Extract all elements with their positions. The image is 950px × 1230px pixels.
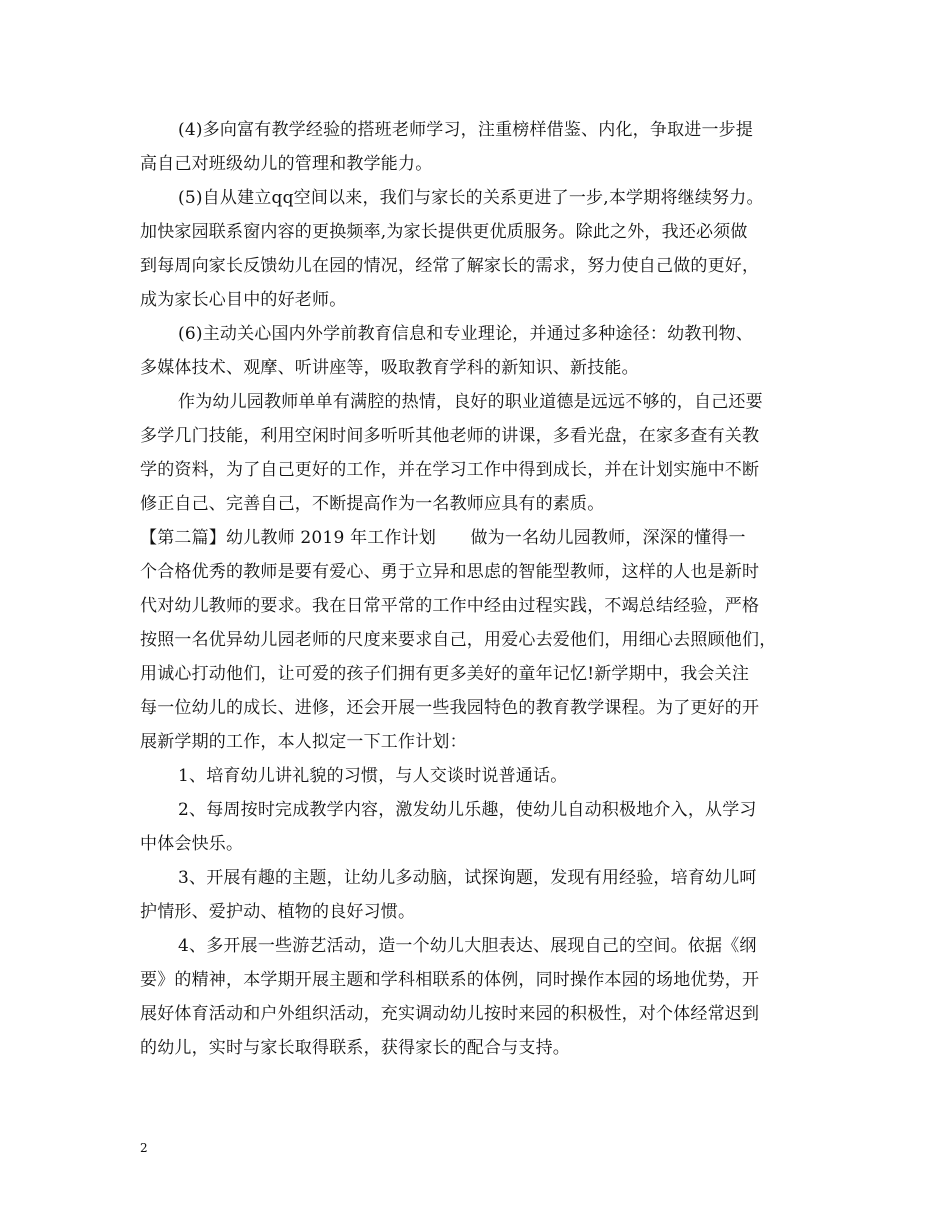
paragraph-line: 多媒体技术、观摩、听讲座等，吸取教育学科的新知识、新技能。: [140, 358, 639, 378]
page-number: 2: [140, 1141, 148, 1155]
paragraph-line: 每一位幼儿的成长、进修，还会开展一些我园特色的教育教学课程。为了更好的开: [140, 698, 760, 718]
paragraph-line: 作为幼儿园教师单单有满腔的热情，良好的职业道德是远远不够的，自己还要: [178, 392, 763, 412]
paragraph-line: 到每周向家长反馈幼儿在园的情况，经常了解家长的需求，努力使自己做的更好，: [140, 256, 760, 276]
paragraph-line: 高自己对班级幼儿的管理和教学能力。: [140, 154, 433, 174]
paragraph-line: 护情形、爱护动、植物的良好习惯。: [140, 902, 416, 922]
paragraph-line: 2、每周按时完成教学内容，激发幼儿乐趣，使幼儿自动积极地介入，从学习: [178, 800, 757, 820]
paragraph-line: 个合格优秀的教师是要有爱心、勇于立异和思虑的智能型教师，这样的人也是新时: [140, 562, 760, 582]
paragraph-line: (4)多向富有教学经验的搭班老师学习，注重榜样借鉴、内化，争取进一步提: [178, 120, 754, 140]
paragraph-line: 3、开展有趣的主题，让幼儿多动脑，试探询题，发现有用经验，培育幼儿呵: [178, 868, 757, 888]
paragraph-line: 1、培育幼儿讲礼貌的习惯，与人交谈时说普通话。: [178, 766, 568, 786]
paragraph-line: 中体会快乐。: [140, 834, 244, 854]
paragraph-line: 修正自己、完善自己，不断提高作为一名教师应具有的素质。: [140, 494, 605, 514]
paragraph-line: 代对幼儿教师的要求。我在日常平常的工作中经由过程实践，不竭总结经验，严格: [140, 596, 760, 616]
paragraph-line: 4、多开展一些游艺活动，造一个幼儿大胆表达、展现自己的空间。依据《纲: [178, 936, 757, 956]
paragraph-line: 成为家长心目中的好老师。: [140, 290, 347, 310]
paragraph-line: 学的资料，为了自己更好的工作，并在学习工作中得到成长，并在计划实施中不断: [140, 460, 760, 480]
paragraph-line: 展好体育活动和户外组织活动，充实调动幼儿按时来园的积极性，对个体经常迟到: [140, 1004, 760, 1024]
paragraph-line: 用诚心打动他们，让可爱的孩子们拥有更多美好的童年记忆!新学期中，我会关注: [140, 664, 750, 684]
paragraph-line: 加快家园联系窗内容的更换频率,为家长提供更优质服务。除此之外，我还必须做: [140, 222, 748, 242]
paragraph-line: 按照一名优异幼儿园老师的尺度来要求自己，用爱心去爱他们，用细心去照顾他们，: [140, 630, 777, 650]
paragraph-line: (5)自从建立qq空间以来，我们与家长的关系更进了一步,本学期将继续努力。: [178, 188, 764, 208]
section-heading-line: 【第二篇】幼儿教师 2019 年工作计划 做为一名幼儿园教师，深深的懂得一: [140, 528, 746, 548]
paragraph-line: (6)主动关心国内外学前教育信息和专业理论，并通过多种途径：幼教刊物、: [178, 324, 754, 344]
paragraph-line: 要》的精神，本学期开展主题和学科相联系的体例，同时操作本园的场地优势，开: [140, 970, 760, 990]
paragraph-line: 的幼儿，实时与家长取得联系，获得家长的配合与支持。: [140, 1038, 570, 1058]
paragraph-line: 多学几门技能，利用空闲时间多听听其他老师的讲课，多看光盘，在家多查有关教: [140, 426, 760, 446]
paragraph-line: 展新学期的工作，本人拟定一下工作计划：: [140, 732, 467, 752]
